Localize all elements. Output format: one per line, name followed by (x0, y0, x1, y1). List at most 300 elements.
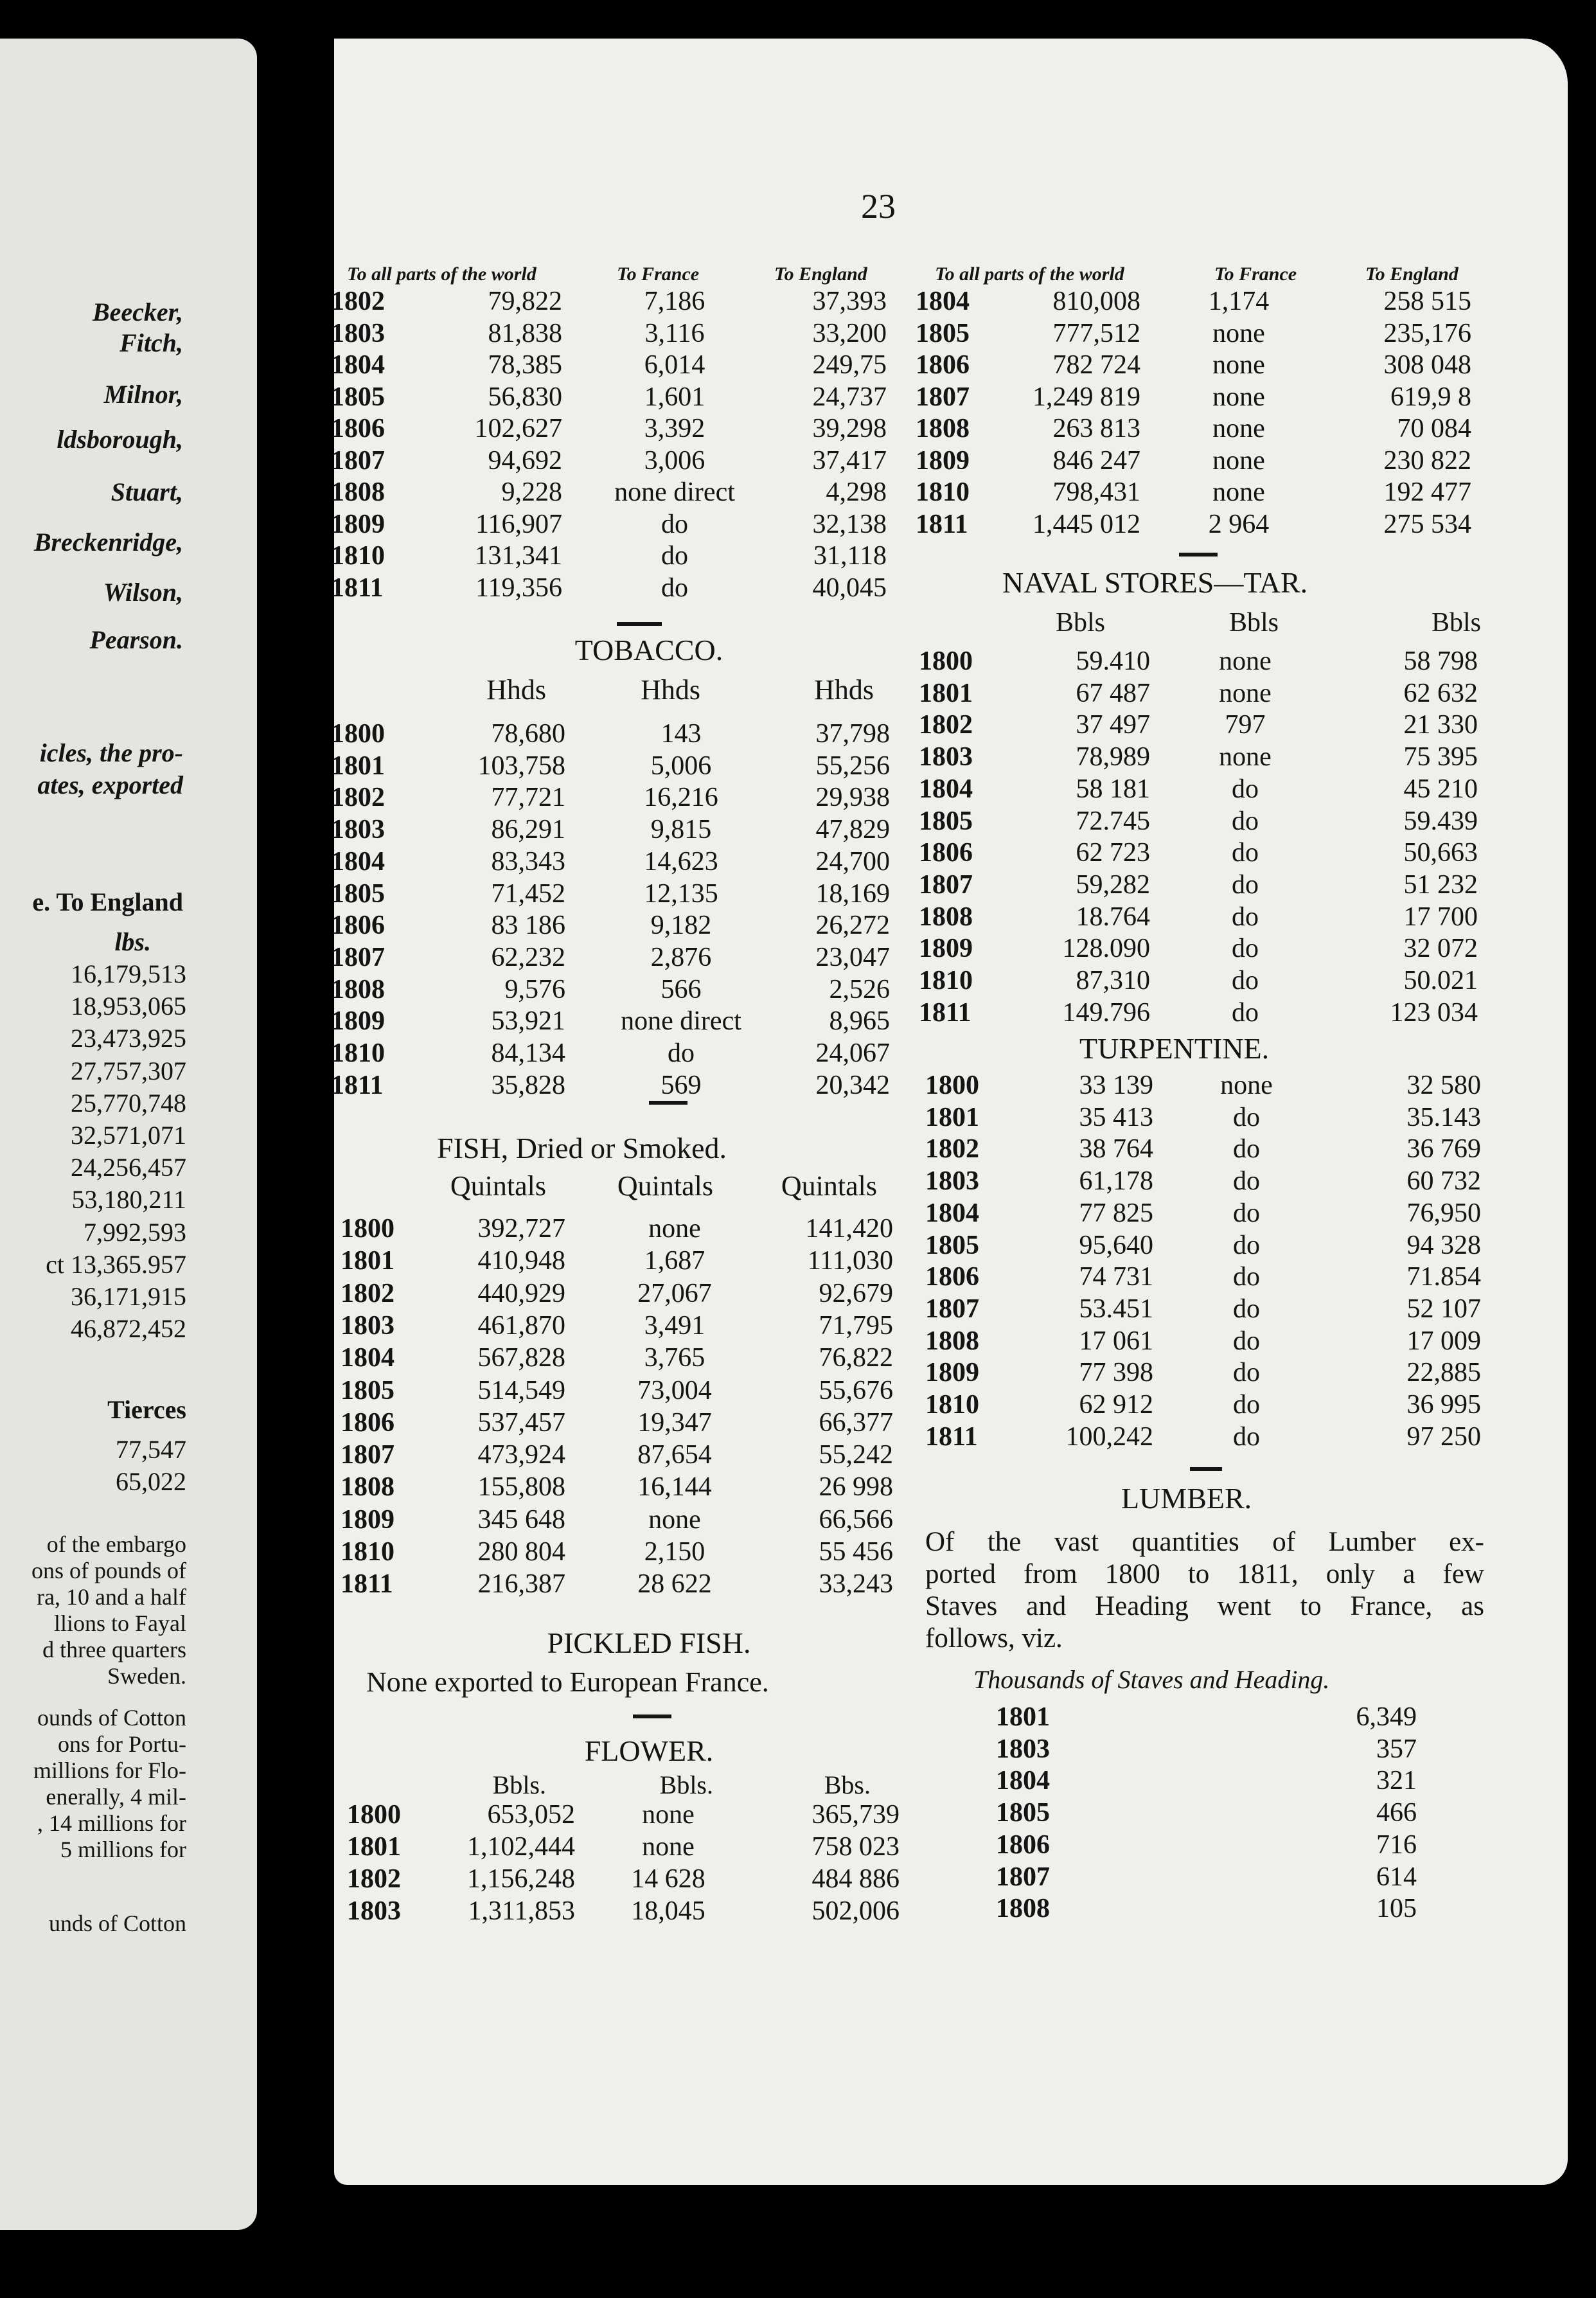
fish-row-cell: 33,243 (819, 1569, 893, 1599)
turpentine-row-cell: 1804 (925, 1198, 979, 1228)
tobacco-row-cell: 18,169 (815, 878, 890, 909)
tobacco-row-cell: 62,232 (491, 942, 565, 972)
fish-unit: Quintals (781, 1170, 877, 1202)
naval-row-cell: 1807 (919, 869, 973, 900)
fish-row-cell: 345 648 (477, 1504, 565, 1535)
table1-right-cell: 1805 (916, 318, 970, 348)
fish-row-cell: 473,924 (477, 1440, 565, 1470)
lumber-row-cell: 1805 (996, 1798, 1050, 1828)
left-value: 32,571,071 (71, 1121, 186, 1150)
table1-left-cell: do (661, 573, 688, 603)
tobacco-row-cell: 1809 (331, 1006, 385, 1037)
fish-row-cell: 1803 (341, 1310, 395, 1340)
turpentine-row-cell: 17 061 (1079, 1326, 1153, 1356)
naval-row-cell: 797 (1225, 710, 1266, 740)
left-para-line: d three quarters (42, 1637, 186, 1662)
fish-unit: Quintals (450, 1170, 546, 1202)
turpentine-row-cell: 61,178 (1079, 1166, 1153, 1197)
naval-row-cell: 1804 (919, 774, 973, 804)
pickled-text: None exported to European France. (366, 1666, 769, 1698)
naval-row-cell: do (1232, 838, 1259, 868)
table1-right-cell: none (1212, 414, 1265, 443)
tobacco-row-cell: 1802 (331, 783, 385, 813)
left-name: Beecker, (92, 298, 183, 326)
table1-right-cell: 846 247 (1052, 445, 1140, 476)
fish-row-cell: 461,870 (477, 1310, 565, 1340)
tobacco-row-cell: 84,134 (491, 1038, 565, 1068)
table1-right-cell: none (1212, 477, 1265, 507)
naval-row-cell: 123 034 (1390, 997, 1478, 1028)
tobacco-row-cell: 1810 (331, 1038, 385, 1068)
turpentine-row-cell: 71.854 (1406, 1262, 1481, 1292)
turpentine-row-cell: 1808 (925, 1326, 979, 1356)
table1-left-cell: 3,116 (644, 318, 705, 348)
turpentine-row-cell: 22,885 (1406, 1358, 1481, 1388)
lumber-row-cell: 357 (1376, 1734, 1417, 1764)
fish-row-cell: 66,377 (819, 1407, 893, 1438)
lumber-row-cell: 1808 (996, 1894, 1050, 1924)
table1-left-cell: 7,186 (644, 287, 705, 316)
tobacco-row-cell: 1806 (331, 911, 385, 941)
table1-right-cell: none (1212, 382, 1265, 412)
turpentine-row-cell: 35.143 (1406, 1102, 1481, 1132)
naval-row-cell: 149.796 (1062, 997, 1150, 1028)
left-value: 24,256,457 (71, 1153, 186, 1182)
fish-title: FISH, Dried or Smoked. (437, 1132, 727, 1164)
naval-row-cell: 75 395 (1403, 742, 1478, 772)
table1-right-cell: 235,176 (1383, 318, 1471, 348)
naval-row-cell: do (1232, 806, 1259, 836)
turpentine-row-cell: 1807 (925, 1294, 979, 1324)
turpentine-row-cell: 62 912 (1079, 1390, 1153, 1420)
tobacco-row-cell: 1803 (331, 815, 385, 845)
flower-row-cell: 758 023 (811, 1832, 900, 1862)
turpentine-row-cell: do (1233, 1358, 1260, 1388)
table1-right-cell: 1809 (916, 445, 970, 476)
tobacco-row-cell: 37,798 (815, 719, 890, 749)
turpentine-row-cell: 52 107 (1406, 1294, 1481, 1324)
fish-row-cell: 141,420 (805, 1214, 893, 1243)
turpentine-row-cell: 36 995 (1406, 1390, 1481, 1420)
fish-row-cell: 2,150 (644, 1537, 705, 1567)
table1-right-cell: 1811 (916, 509, 968, 539)
turpentine-row-cell: do (1233, 1421, 1260, 1452)
table1-left-cell: do (661, 541, 688, 571)
tobacco-row-cell: 24,700 (815, 846, 890, 877)
table1-right-cell: 1806 (916, 350, 970, 380)
tobacco-row-cell: 83,343 (491, 846, 565, 877)
left-value: 25,770,748 (71, 1088, 186, 1118)
left-value: 36,171,915 (71, 1282, 186, 1311)
column-header: To France (1214, 263, 1297, 285)
tobacco-title: TOBACCO. (574, 634, 723, 666)
table1-right-cell: 2 964 (1208, 509, 1270, 539)
table1-right-cell: 782 724 (1052, 350, 1140, 380)
left-value: 46,872,452 (71, 1314, 186, 1344)
lumber-paragraph-line: Of the vast quantities of Lumber ex- (925, 1527, 1484, 1557)
table1-right-cell: 798,431 (1052, 477, 1140, 507)
table1-left-cell: 56,830 (488, 382, 562, 412)
naval-row-cell: 58 798 (1403, 646, 1478, 676)
turpentine-row-cell: 32 580 (1406, 1071, 1481, 1100)
flower-row-cell: 1,156,248 (467, 1864, 575, 1894)
table1-left-cell: 131,341 (474, 541, 562, 571)
naval-row-cell: none (1219, 646, 1272, 676)
left-value: ct 13,365.957 (46, 1249, 186, 1279)
naval-row-cell: 1805 (919, 806, 973, 836)
turpentine-title: TURPENTINE. (1079, 1032, 1270, 1065)
left-para-line: ates, exported (37, 770, 183, 799)
table1-left-cell: 78,385 (488, 350, 562, 380)
tobacco-row-cell: 47,829 (815, 815, 890, 845)
lumber-row-cell: 1803 (996, 1734, 1050, 1764)
table1-right-cell: none (1212, 445, 1265, 476)
turpentine-row-cell: 60 732 (1406, 1166, 1481, 1197)
left-para-line: llions to Fayal (54, 1610, 186, 1636)
table1-left-cell: 1803 (331, 318, 385, 348)
naval-row-cell: do (1232, 902, 1259, 932)
fish-row-cell: 1801 (341, 1246, 395, 1276)
naval-row-cell: do (1232, 997, 1259, 1028)
naval-row-cell: 1808 (919, 902, 973, 932)
table1-left-cell: do (661, 509, 688, 539)
table1-left-cell: 1809 (331, 509, 385, 539)
table1-left-cell: 1810 (331, 541, 385, 571)
table1-right-cell: 1,249 819 (1033, 382, 1140, 412)
naval-row-cell: do (1232, 869, 1259, 900)
turpentine-row-cell: do (1233, 1230, 1260, 1260)
left-para-line: , 14 millions for (37, 1810, 186, 1836)
tobacco-row-cell: 2,876 (650, 942, 712, 972)
naval-row-cell: 62 632 (1403, 678, 1478, 708)
left-col-unit: lbs. (114, 927, 151, 956)
lumber-paragraph-line: Staves and Heading went to France, as (925, 1591, 1484, 1621)
table1-left-cell: 79,822 (488, 287, 562, 316)
naval-row-cell: 59,282 (1076, 869, 1150, 900)
tobacco-row-cell: 1800 (331, 719, 385, 749)
turpentine-row-cell: do (1233, 1390, 1260, 1420)
naval-row-cell: 58 181 (1076, 774, 1150, 804)
left-value: 23,473,925 (71, 1024, 186, 1053)
turpentine-row-cell: 77 398 (1079, 1358, 1153, 1388)
flower-unit: Bbls. (659, 1770, 713, 1799)
table1-left-cell: 1,601 (644, 382, 705, 412)
left-value: 16,179,513 (71, 959, 186, 988)
table1-left-cell: 1808 (331, 477, 385, 507)
tobacco-row-cell: 1807 (331, 942, 385, 972)
turpentine-row-cell: do (1233, 1102, 1260, 1132)
fish-row-cell: 73,004 (637, 1375, 712, 1405)
table1-left-cell: 249,75 (812, 350, 887, 380)
table1-left-cell: 81,838 (488, 318, 562, 348)
fish-row-cell: 1810 (341, 1537, 395, 1567)
fish-row-cell: 1804 (341, 1343, 395, 1373)
turpentine-row-cell: 74 731 (1079, 1262, 1153, 1292)
left-para-line: millions for Flo- (33, 1758, 186, 1783)
turpentine-row-cell: do (1233, 1134, 1260, 1164)
turpentine-row-cell: 1811 (925, 1421, 978, 1452)
tobacco-row-cell: 24,067 (815, 1038, 890, 1068)
turpentine-row-cell: do (1233, 1198, 1260, 1228)
turpentine-row-cell: 1803 (925, 1166, 979, 1197)
naval-row-cell: 1811 (919, 997, 971, 1028)
tobacco-row-cell: 71,452 (491, 878, 565, 909)
naval-row-cell: 50,663 (1403, 838, 1478, 868)
tobacco-row-cell: 23,047 (815, 942, 890, 972)
tobacco-row-cell: 26,272 (815, 911, 890, 941)
naval-row-cell: do (1232, 774, 1259, 804)
table1-right-cell: 308 048 (1383, 350, 1471, 380)
tobacco-row-cell: 5,006 (650, 751, 712, 781)
tobacco-row-cell: 1801 (331, 751, 385, 781)
table1-left-cell: 102,627 (474, 414, 562, 443)
table1-left-cell: 1802 (331, 287, 385, 316)
tobacco-row-cell: 12,135 (644, 878, 718, 909)
tobacco-row-cell: 14,623 (644, 846, 718, 877)
column-header: To England (1365, 263, 1459, 285)
flower-row-cell: 1800 (347, 1800, 401, 1830)
flower-row-cell: 1,311,853 (468, 1896, 575, 1926)
naval-row-cell: 67 487 (1076, 678, 1150, 708)
table1-left-cell: none direct (614, 477, 735, 507)
table1-left-cell: 40,045 (812, 573, 887, 603)
turpentine-row-cell: 53.451 (1079, 1294, 1153, 1324)
table1-right-cell: 1807 (916, 382, 970, 412)
naval-unit: Bbls (1055, 608, 1105, 637)
naval-row-cell: 128.090 (1062, 934, 1150, 964)
column-header: To England (774, 263, 867, 285)
naval-row-cell: 32 072 (1403, 934, 1478, 964)
left-para-line: 5 millions for (60, 1837, 186, 1862)
fish-row-cell: 392,727 (477, 1214, 565, 1243)
table1-left-cell: 24,737 (812, 382, 887, 412)
lumber-row-cell: 105 (1376, 1894, 1417, 1924)
lumber-row-cell: 1801 (996, 1702, 1050, 1732)
naval-row-cell: none (1219, 742, 1272, 772)
fish-row-cell: 216,387 (477, 1569, 565, 1599)
tobacco-row-cell: none direct (621, 1006, 741, 1037)
table1-left-cell: 32,138 (812, 509, 887, 539)
turpentine-row-cell: 1805 (925, 1230, 979, 1260)
tobacco-row-cell: 566 (661, 974, 702, 1004)
table1-left-cell: 9,228 (501, 477, 562, 507)
left-value: 7,992,593 (84, 1217, 186, 1247)
turpentine-row-cell: 1801 (925, 1102, 979, 1132)
table1-right-cell: 192 477 (1383, 477, 1471, 507)
turpentine-row-cell: 76,950 (1406, 1198, 1481, 1228)
left-para-line: ra, 10 and a half (37, 1584, 186, 1610)
flower-row-cell: 365,739 (811, 1800, 900, 1830)
lumber-row-cell: 1804 (996, 1766, 1050, 1796)
flower-row-cell: 1803 (347, 1896, 401, 1926)
left-col-head: e. To England (32, 887, 183, 916)
naval-row-cell: 1809 (919, 934, 973, 964)
fish-row-cell: 1807 (341, 1440, 395, 1470)
turpentine-row-cell: 77 825 (1079, 1198, 1153, 1228)
tobacco-row-cell: 83 186 (491, 911, 565, 941)
document-page (331, 39, 1568, 2185)
left-para-line: ounds of Cotton (37, 1705, 186, 1731)
fish-row-cell: 1811 (341, 1569, 393, 1599)
naval-unit: Bbls (1228, 608, 1279, 637)
turpentine-row-cell: none (1220, 1071, 1273, 1100)
tobacco-unit: Hhds (814, 674, 874, 706)
naval-row-cell: 21 330 (1403, 710, 1478, 740)
lumber-row-cell: 466 (1376, 1798, 1417, 1828)
table1-right-cell: 263 813 (1052, 414, 1140, 443)
turpentine-row-cell: 1802 (925, 1134, 979, 1164)
naval-row-cell: none (1219, 678, 1272, 708)
table1-left-cell: 37,417 (812, 445, 887, 476)
table1-left-cell: 94,692 (488, 445, 562, 476)
turpentine-row-cell: 36 769 (1406, 1134, 1481, 1164)
tobacco-row-cell: 1811 (331, 1070, 384, 1100)
tobacco-row-cell: 2,526 (829, 974, 890, 1004)
table1-left-cell: 116,907 (475, 509, 562, 539)
tobacco-row-cell: 1808 (331, 974, 385, 1004)
fish-row-cell: 26 998 (819, 1472, 893, 1502)
naval-row-cell: 78,989 (1076, 742, 1150, 772)
flower-title: FLOWER. (584, 1734, 714, 1767)
fish-row-cell: 16,144 (637, 1472, 712, 1502)
left-para-line: unds of Cotton (48, 1911, 186, 1936)
fish-row-cell: 567,828 (477, 1343, 565, 1373)
lumber-row-cell: 716 (1376, 1830, 1417, 1860)
flower-row-cell: 1801 (347, 1832, 401, 1862)
column-header: To all parts of the world (935, 263, 1124, 285)
turpentine-row-cell: 38 764 (1079, 1134, 1153, 1164)
left-para-line: icles, the pro- (39, 738, 183, 767)
naval-row-cell: 1806 (919, 838, 973, 868)
fish-row-cell: none (648, 1214, 701, 1243)
fish-unit: Quintals (617, 1170, 713, 1202)
naval-title: NAVAL STORES—TAR. (1002, 566, 1308, 599)
table1-left-cell: 119,356 (475, 573, 562, 603)
table1-left-cell: 1811 (331, 573, 384, 603)
tobacco-row-cell: 78,680 (491, 719, 565, 749)
naval-row-cell: 1800 (919, 646, 973, 676)
naval-row-cell: 1802 (919, 710, 973, 740)
turpentine-row-cell: 95,640 (1079, 1230, 1153, 1260)
tobacco-row-cell: 55,256 (815, 751, 890, 781)
naval-row-cell: do (1232, 934, 1259, 964)
tobacco-row-cell: 1805 (331, 878, 385, 909)
table1-left-cell: 1804 (331, 350, 385, 380)
turpentine-row-cell: do (1233, 1326, 1260, 1356)
fish-row-cell: 27,067 (637, 1278, 712, 1308)
tobacco-row-cell: 53,921 (491, 1006, 565, 1037)
left-value: 18,953,065 (71, 992, 186, 1021)
left-value: 27,757,307 (71, 1056, 186, 1085)
fish-row-cell: 537,457 (477, 1407, 565, 1438)
naval-row-cell: do (1232, 966, 1259, 995)
table1-right-cell: 1804 (916, 287, 970, 316)
flower-row-cell: 484 886 (811, 1864, 900, 1894)
naval-row-cell: 18.764 (1076, 902, 1150, 932)
left-name: Pearson. (89, 625, 183, 654)
fish-row-cell: 155,808 (477, 1472, 565, 1502)
left-name: Milnor, (103, 380, 183, 409)
fish-row-cell: 1809 (341, 1504, 395, 1535)
table1-right-cell: 810,008 (1052, 287, 1140, 316)
left-name: Stuart, (111, 477, 183, 506)
naval-row-cell: 37 497 (1076, 710, 1150, 740)
table1-left-cell: 1807 (331, 445, 385, 476)
page-number: 23 (861, 187, 896, 226)
fish-row-cell: 440,929 (477, 1278, 565, 1308)
section-divider (633, 1715, 671, 1718)
tobacco-row-cell: 9,576 (504, 974, 565, 1004)
turpentine-row-cell: do (1233, 1294, 1260, 1324)
fish-row-cell: none (648, 1504, 701, 1535)
left-page-fragment (0, 39, 257, 2230)
lumber-subtitle: Thousands of Staves and Heading. (973, 1665, 1330, 1694)
naval-row-cell: 87,310 (1076, 966, 1150, 995)
fish-row-cell: 1802 (341, 1278, 395, 1308)
left-para-line: ons for Portu- (58, 1731, 186, 1757)
tobacco-row-cell: 16,216 (644, 783, 718, 813)
table1-left-cell: 31,118 (813, 541, 887, 571)
section-divider (649, 1101, 687, 1105)
turpentine-row-cell: 35 413 (1079, 1102, 1153, 1132)
table1-right-cell: none (1212, 318, 1265, 348)
turpentine-row-cell: 17 009 (1406, 1326, 1481, 1356)
tobacco-row-cell: 35,828 (491, 1070, 565, 1100)
table1-right-cell: 1,174 (1208, 287, 1270, 316)
tobacco-unit: Hhds (641, 674, 700, 706)
naval-row-cell: 59.410 (1076, 646, 1150, 676)
table1-left-cell: 6,014 (644, 350, 705, 380)
lumber-row-cell: 1807 (996, 1862, 1050, 1892)
fish-row-cell: 111,030 (807, 1246, 893, 1276)
tobacco-row-cell: 8,965 (829, 1006, 890, 1037)
fish-row-cell: 1806 (341, 1407, 395, 1438)
turpentine-row-cell: 94 328 (1406, 1230, 1481, 1260)
tobacco-unit: Hhds (486, 674, 546, 706)
left-tierces-value: 65,022 (116, 1467, 186, 1496)
tobacco-row-cell: 569 (661, 1070, 702, 1100)
flower-row-cell: 18,045 (631, 1896, 705, 1926)
flower-row-cell: 14 628 (631, 1864, 705, 1894)
naval-row-cell: 51 232 (1403, 869, 1478, 900)
turpentine-row-cell: 1809 (925, 1358, 979, 1388)
lumber-paragraph-line: follows, viz. (925, 1623, 1063, 1653)
naval-row-cell: 59.439 (1403, 806, 1478, 836)
naval-row-cell: 1801 (919, 678, 973, 708)
left-name: Fitch, (120, 328, 183, 357)
table1-left-cell: 39,298 (812, 414, 887, 443)
column-header: To France (617, 263, 700, 285)
lumber-title: LUMBER. (1121, 1482, 1252, 1515)
fish-row-cell: 1808 (341, 1472, 395, 1502)
fish-row-cell: 92,679 (819, 1278, 893, 1308)
turpentine-row-cell: 33 139 (1079, 1071, 1153, 1100)
left-tierces-head: Tierces (107, 1395, 186, 1424)
flower-row-cell: 1802 (347, 1864, 401, 1894)
table1-left-cell: 37,393 (812, 287, 887, 316)
fish-row-cell: 55 456 (819, 1537, 893, 1567)
lumber-row-cell: 614 (1376, 1862, 1417, 1892)
naval-row-cell: 45 210 (1403, 774, 1478, 804)
fish-row-cell: 3,765 (644, 1343, 705, 1373)
fish-row-cell: 55,242 (819, 1440, 893, 1470)
flower-row-cell: 653,052 (487, 1800, 575, 1830)
table1-right-cell: 70 084 (1397, 414, 1471, 443)
fish-row-cell: 19,347 (637, 1407, 712, 1438)
naval-row-cell: 50.021 (1403, 966, 1478, 995)
table1-right-cell: 777,512 (1052, 318, 1140, 348)
fish-row-cell: 1,687 (644, 1246, 705, 1276)
